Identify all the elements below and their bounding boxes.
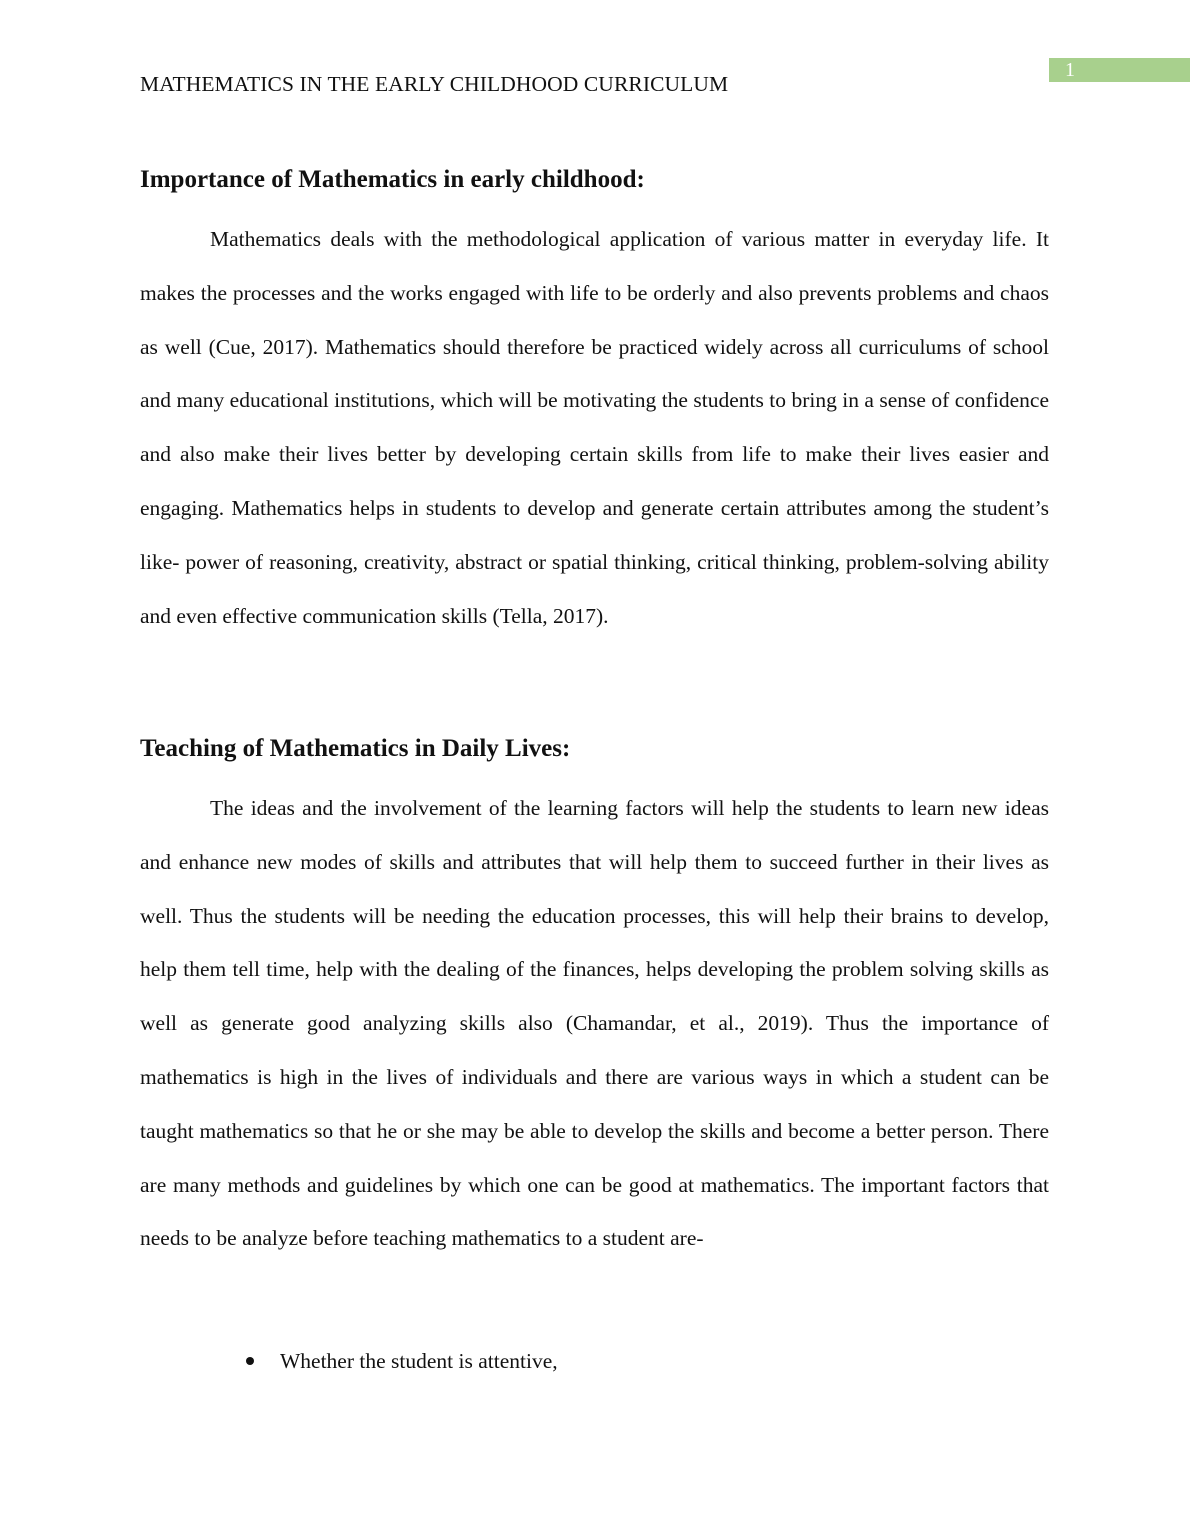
list-item — [140, 1346, 1049, 1376]
bullet-list — [140, 1346, 1049, 1376]
heading-importance: Importance of Mathematics in early childhood: — [140, 166, 645, 193]
bullet-icon — [246, 1357, 254, 1365]
section-heading-importance — [140, 164, 1049, 196]
heading-teaching: Teaching of Mathematics in Daily Lives: — [140, 735, 571, 762]
paragraph-importance: Mathematics deals with the methodological application of various matter in everyday life. It makes the processes and the works engaged with life to be orderly and also prevents problems and chaos as well (Cue, 2017). Mathematics should therefore be practiced widely across all curriculums of school and many educational institutions, which will be motivating the students to bring in a sense of confidence and also make their lives better by developing certain skills from life to make their lives easier and engaging. Mathematics helps in students to develop and generate certain attributes among the student’s like- power of reasoning, creativity, abstract or spatial thinking, critical thinking, problem-solving ability and even effective communication skills (Tella, 2017). — [140, 227, 1049, 628]
page-number: 1 — [1065, 59, 1075, 81]
paragraph-teaching: The ideas and the involvement of the learning factors will help the students to learn new ideas and enhance new modes of skills and attributes that will help them to succeed further in their lives as well. Thus the students will be needing the education processes, this will help their brains to develop, help them tell time, help with the dealing of the finances, helps developing the problem solving skills as well as generate good analyzing skills also (Chamandar, et al., 2019). Thus the importance of mathematics is high in the lives of individuals and there are various ways in which a student can be taught mathematics so that he or she may be able to develop the skills and become a better person. There are many methods and guidelines by which one can be good at mathematics. The important factors that needs to be analyze before teaching mathematics to a student are- — [140, 796, 1049, 1251]
section-heading-teaching — [140, 733, 1049, 765]
page-number-box — [1049, 58, 1190, 82]
bullet-text: Whether the student is attentive, — [280, 1349, 558, 1373]
running-head: MATHEMATICS IN THE EARLY CHILDHOOD CURRICULUM — [140, 72, 729, 96]
